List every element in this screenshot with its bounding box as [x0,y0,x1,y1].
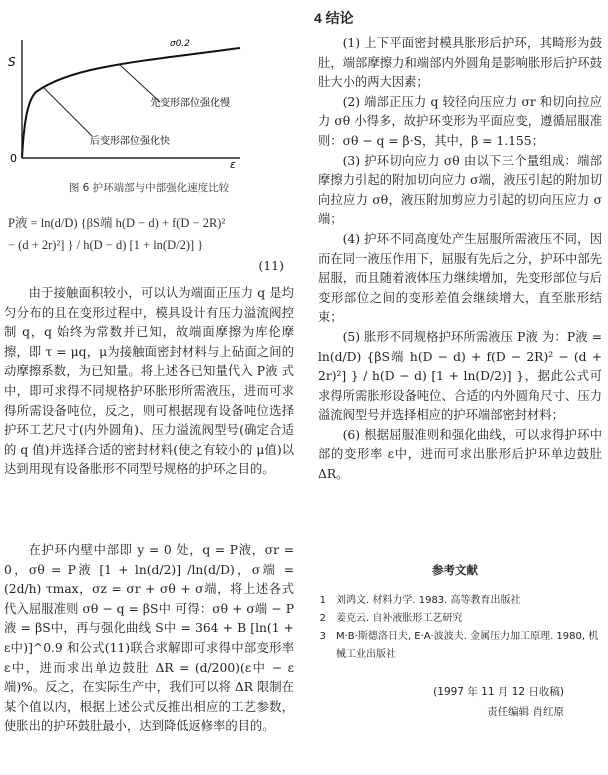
reference-item [316,610,602,628]
x-axis-label: ε [230,158,236,171]
formula-line-1: P液 = ln(d/D) {βS端 h(D − d) + f(D − 2R)² [8,216,226,230]
strength-curve-diagram [0,0,298,178]
responsible-editor: 责任编辑 肖红原 [487,706,564,718]
conclusion-item: (1) 上下平面密封模具胀形后护环，其畸形为鼓肚，端部摩擦力和端部内外圆角是影响胀形后护环鼓肚大小的两大因素； [318,36,602,90]
conclusion-item: (2) 端部正压力 q 较径向压应力 σr 和切向拉应力 σθ 小得多，故护环变形为平面应变，遵循屈服准则：σθ − q = β·S，其中，β = 1.155； [318,94,602,148]
figure-6 [0,0,298,205]
conclusion-item: (6) 根据屈服准则和强化曲线，可以求得护环中部的变形率 ε中，进而可求出胀形后护环单边鼓肚 ΔR。 [318,427,602,482]
references-list [316,592,602,664]
conclusion-item: (5) 胀形不同规格护环所需液压 P液 为：P液 = ln(d/D) {βS端 h(D − d) + f(D − 2R)² − (d + 2r)²] } / h(D − d) [1 + ln(D/2)] }，据此公式可求得所需胀形设备吨位、合适的内外圆角尺寸、压力溢流阀型号并选择相应的护环端部密封材料； [318,329,602,423]
received-date: (1997 年 11 月 12 日收稿) [433,686,564,698]
body-paragraph-2 [4,541,294,737]
origin-label: 0 [10,152,17,165]
body-paragraph-1 [4,284,294,480]
reference-text: 刘鸿文. 材料力学. 1983. 高等教育出版社 [336,595,521,606]
lower-leader [44,88,92,136]
reference-number: 3 [319,631,326,642]
reference-number: 2 [319,613,326,624]
conclusion-item: (4) 护环不同高度处产生屈服所需液压不同，因而在同一液压作用下，屈服有先后之分，护环中部先屈服，而且随着液体压力继续增加，先变形部位与后变形部位之间的变形差值会继续增大，直至胀形结束； [318,231,602,325]
reference-text: 姜克云. 自补液胀形工艺研究 [336,613,463,624]
paragraph-text: 在护环内壁中部即 y = 0 处，q = P液，σr = 0，σθ = P液 [1 + ln(d/2)] /ln(d/D)，σ端 = (2d/h) τmax，σz = σr + σθ + σ端，将上述各式代入屈服准则 σθ − q = βS中 可得：σθ + σ端 − P液 = βS中，再与强化曲线 S中 = 364 + B [ln(1 + ε中)]^0.9 和公式(11)联合求解即可求得中部变形率 ε中，进而求出单边鼓肚 ΔR = (d/200)(ε中 − ε端)%。反之，在实际生产中，我们可以将 ΔR 限制在某个值以内，根据上述公式反推出相应的工艺参数，使胀出的护环鼓肚最小，达到降低返修率的目的。 [4,543,294,734]
figure-caption: 图 6 护环端部与中部强化速度比较 [68,182,230,194]
references-heading: 参考文献 [432,563,478,577]
formula-number: (11) [258,258,284,273]
paragraph-text: 由于接触面积较小，可以认为端面正压力 q 是均匀分布的且在变形过程中，模具设计有压力溢流阀控制 q，q 始终为常数并已知，故端面摩擦为库伦摩擦，即 τ = μq，μ为接触面密封材料与上砧面之间的动摩擦系数，为已知量。将上述各已知量代入 P液 式中，即可求得不同规格护环胀形所需液压，进而可求得所需设备吨位，反之，则可根据现有设备吨位选择护环工艺尺寸(内外圆角)、压力溢流阀型号(确定合适的 q 值)并选择合适的密封材料(使之有较小的 μ值)以达到用现有设备胀形不同型号规格的护环之目的。 [4,286,294,477]
formula-line-2: − (d + 2r)²] } / h(D − d) [1 + ln(D/2)] } [8,238,204,252]
reference-item [316,628,602,664]
conclusion-item: (3) 护环切向应力 σθ 由以下三个量组成：端部摩擦力引起的附加切向应力 σ端，液压引起的附加切向拉应力 σθ，液压附加剪应力引起的切向压应力 σ端； [318,153,602,227]
conclusion-heading: 4 结论 [314,10,354,26]
annotation-lower: 后变形部位强化快 [90,136,170,147]
reference-item [316,592,602,610]
reference-number: 1 [319,595,326,606]
reference-text: M·B·斯德洛日夫, E·A·波波夫. 金属压力加工原理. 1980, 机械工业出版社 [336,631,599,660]
curve-top-label: σ0.2 [170,39,191,49]
conclusion-list [318,34,602,485]
y-axis-label: S [8,55,16,69]
annotation-upper: 先变形部位强化慢 [150,98,230,109]
upper-leader [120,65,160,102]
